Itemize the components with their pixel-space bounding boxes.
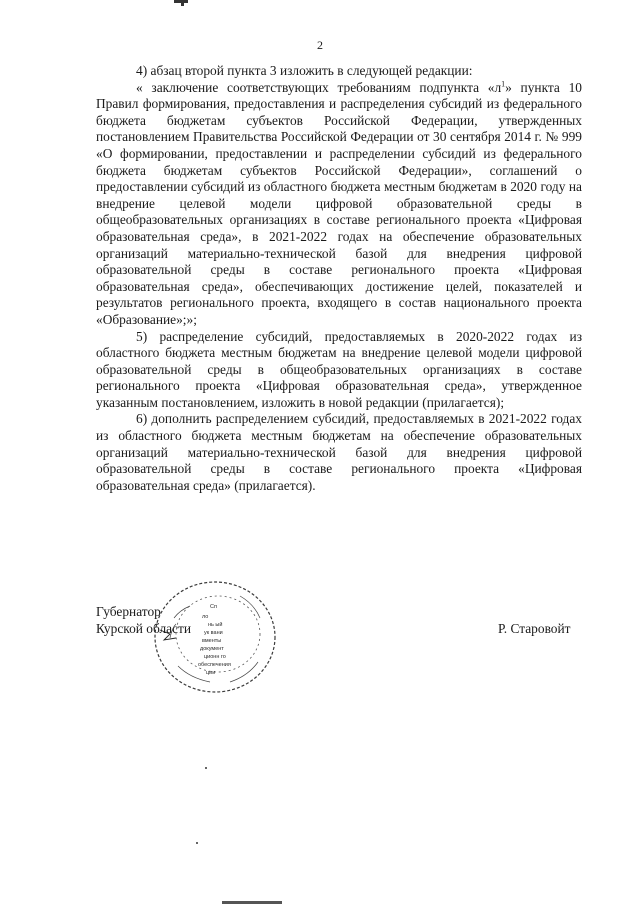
quote-text-start: « заключение соответствующих требованиям подпункта «л (136, 79, 502, 95)
svg-text:ционн го: ционн го (204, 654, 226, 660)
quote-text-rest: » пункта 10 Правил формирования, предоставления и распределения субсидий из федерального бюджета бюджетам субъектов Российской Федерации, утвержденных постановлением Правительства Российской Федерации от 30 сентября 2014 г. № 999 «О формировании, предоставлении и распределении субсидий из федерального бюджета бюджетам субъектов Российской Федерации», соглашений о предоставлении субсидий из областного бюджета местным бюджетам в 2020 году на внедрение целевой модели цифровой образовательной среды в общеобразовательных организациях в составе регионального проекта «Цифровая образовательная среда», в 2021-2022 годах на обеспечение образовательных организаций материально-технической базой для внедрения цифровой образовательной среды в составе регионального проекта «Цифровая образовательная среда», обеспечивающих достижение целей, показателей и результатов регионального проекта, входящего в состав национального проекта «Образование»;»; (96, 79, 582, 327)
paragraph-4: 4) абзац второй пункта 3 изложить в следующей редакции: (136, 63, 473, 78)
scan-artifact (222, 901, 282, 904)
document-body (96, 63, 582, 494)
paragraph-quote (96, 80, 582, 329)
seal-icon (150, 578, 280, 696)
signatory-title-line2: Курской области (96, 621, 192, 636)
signatory-title-line1: Губернатор (96, 604, 161, 619)
svg-text:ло: ло (202, 614, 209, 620)
footnote-superscript: 1 (501, 79, 506, 89)
svg-text:обеспечения: обеспечения (198, 662, 231, 668)
scan-artifact (181, 3, 184, 6)
svg-text:вменты: вменты (202, 638, 222, 644)
svg-text:ук вани: ук вани (204, 630, 223, 636)
paragraph-5: 5) распределение субсидий, предоставляемых в 2020-2022 годах из областного бюджета местным бюджетам на внедрение целевой модели цифровой образовательной среды в общеобразовательных организациях в составе регионального проекта «Цифровая образовательная среда», утвержденное указанным постановлением, изложить в новой редакции (прилагается); (96, 328, 582, 410)
scan-artifact (205, 767, 207, 769)
official-seal-stamp (150, 578, 280, 696)
svg-text:ции: ции (206, 670, 216, 676)
signatory-name: Р. Старовойт (498, 621, 571, 636)
svg-text:Сп: Сп (210, 604, 217, 610)
svg-text:нь ый: нь ый (208, 622, 223, 628)
paragraph-6: 6) дополнить распределением субсидий, предоставляемых в 2021-2022 годах из областного бюджета местным бюджетам на обеспечение образовательных организаций материально-технической базой для внедрения цифровой образовательной среды в составе регионального проекта «Цифровая образовательная среда» (прилагается). (96, 411, 582, 493)
page-number: 2 (317, 38, 323, 52)
svg-text:документ: документ (200, 646, 224, 652)
scan-artifact (196, 842, 198, 844)
